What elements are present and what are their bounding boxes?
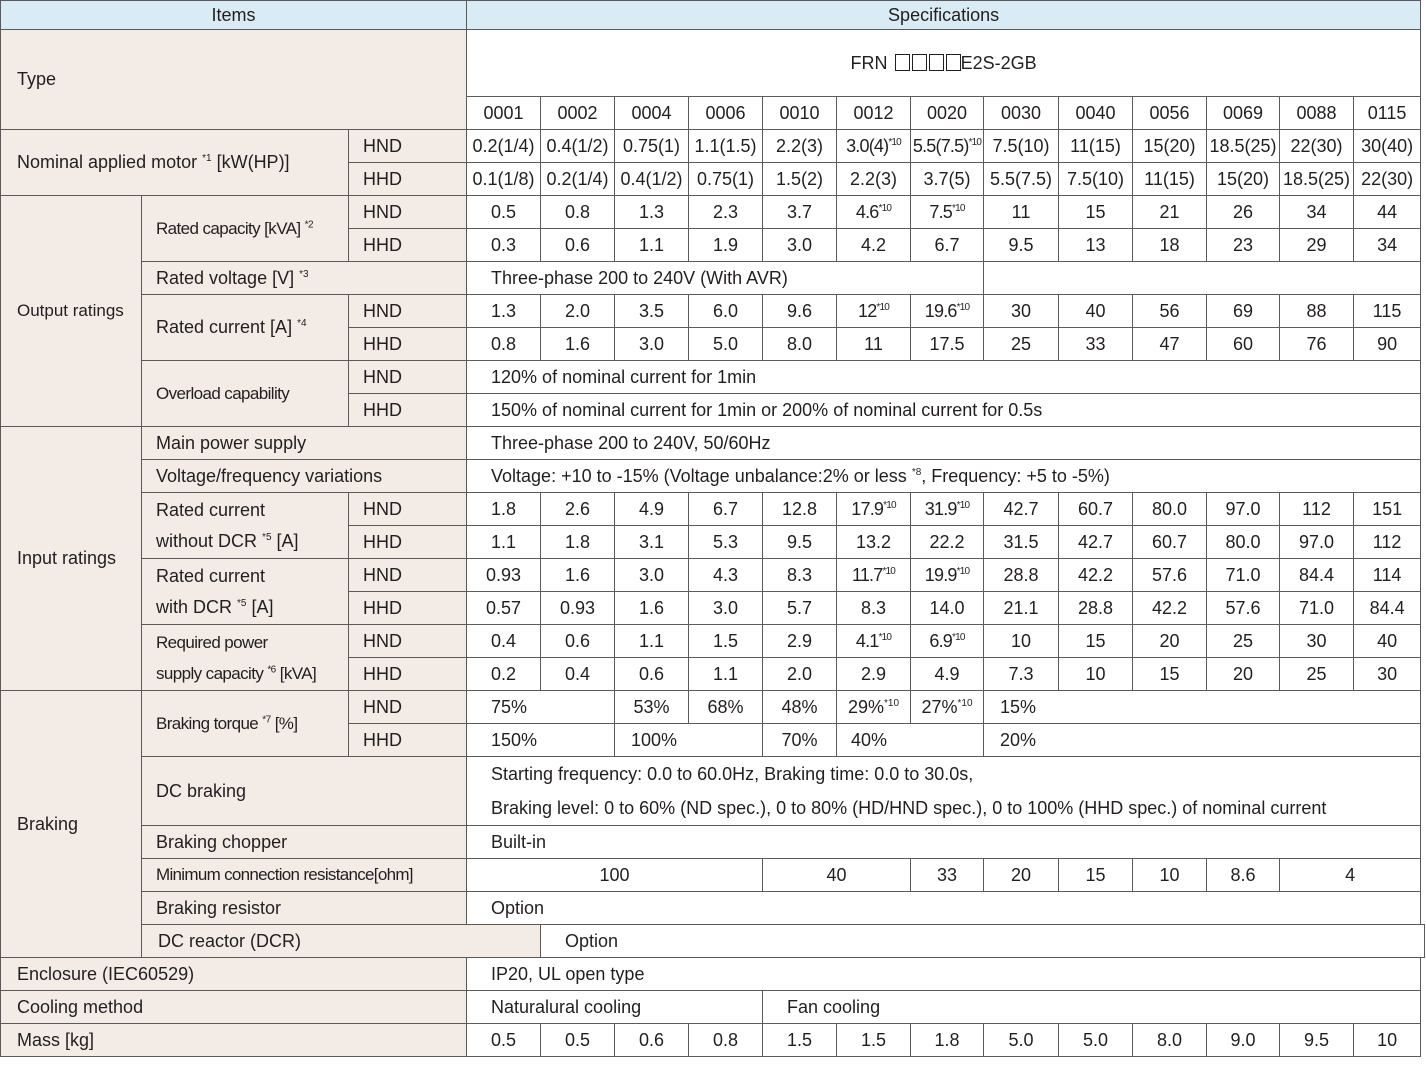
items-header: Items	[1, 1, 467, 30]
current-without-dcr-hnd-row	[1, 493, 1425, 526]
nominal-motor-hnd-value: 18.5(25)	[1207, 130, 1280, 163]
rated-capacity-hhd-value: 1.1	[615, 229, 689, 262]
specifications-header: Specifications	[467, 1, 1421, 30]
hhd-label: HHD	[349, 163, 467, 196]
current-with-dcr-hnd-value: 11.7$^{*10}$	[837, 559, 911, 592]
nominal-motor-hhd-value: 2.2(3)	[837, 163, 911, 196]
current-with-dcr-hhd-value: 14.0	[911, 592, 984, 625]
header-row	[1, 1, 1425, 30]
current-with-dcr-hnd-value: 0.93	[467, 559, 541, 592]
power-capacity-hhd-value: 0.6	[615, 658, 689, 691]
hnd-label: HND	[349, 493, 467, 526]
min-resistance-value: 33	[911, 859, 984, 892]
type-code: 0056	[1133, 97, 1207, 130]
braking-resistor-row	[1, 892, 1425, 925]
current-without-dcr-hhd-value: 22.2	[911, 526, 984, 559]
rated-current-hhd-value: 60	[1207, 328, 1280, 361]
current-without-dcr-hhd-value: 9.5	[763, 526, 837, 559]
nominal-motor-hnd-value: 0.4(1/2)	[541, 130, 615, 163]
rated-capacity-label: Rated capacity [kVA] $^{*2}$	[142, 196, 349, 262]
torque-hhd-value: 150%	[467, 724, 615, 757]
rated-voltage-blank	[984, 262, 1421, 295]
rated-current-hnd-value: 19.6$^{*10}$	[911, 295, 984, 328]
rated-capacity-hnd-row	[1, 196, 1425, 229]
hnd-label: HND	[349, 625, 467, 658]
power-capacity-hnd-row	[1, 625, 1425, 658]
rated-current-hnd-value: 69	[1207, 295, 1280, 328]
current-with-dcr-hnd-value: 71.0	[1207, 559, 1280, 592]
power-capacity-hhd-value: 0.2	[467, 658, 541, 691]
model-suffix: E2S-2GB	[960, 52, 1037, 73]
min-resistance-label: Minimum connection resistance[ohm]	[142, 859, 467, 892]
rated-capacity-hhd-value: 29	[1280, 229, 1354, 262]
dc-braking-value: Starting frequency: 0.0 to 60.0Hz, Braking time: 0.0 to 30.0s, Braking level: 0 to 60% (ND spec.), 0 to 80% (HD/HND spec.), 0 to 100% (HHD spec.) of nominal current	[467, 757, 1421, 826]
power-capacity-hnd-value: 25	[1207, 625, 1280, 658]
nominal-motor-hnd-value: 0.2(1/4)	[467, 130, 541, 163]
torque-hhd-value: 100%	[615, 724, 763, 757]
rated-current-hnd-value: 30	[984, 295, 1059, 328]
model-placeholder-box	[946, 54, 961, 71]
nominal-motor-hhd-value: 5.5(7.5)	[984, 163, 1059, 196]
rated-current-hnd-value: 88	[1280, 295, 1354, 328]
current-with-dcr-hnd-value: 1.6	[541, 559, 615, 592]
mass-value: 5.0	[1059, 1024, 1133, 1057]
power-capacity-hnd-value: 4.1$^{*10}$	[837, 625, 911, 658]
rated-current-hhd-value: 11	[837, 328, 911, 361]
braking-resistor-value: Option	[467, 892, 1421, 925]
rated-current-hhd-value: 33	[1059, 328, 1133, 361]
nominal-motor-label: Nominal applied motor $^{*1}$ [kW(HP)]	[1, 130, 349, 196]
main-power-label: Main power supply	[142, 427, 467, 460]
mass-value: 1.5	[837, 1024, 911, 1057]
power-capacity-hnd-value: 10	[984, 625, 1059, 658]
model-placeholder-box	[912, 54, 927, 71]
current-with-dcr-hnd-value: 84.4	[1280, 559, 1354, 592]
nominal-motor-hnd-value: $5.5(7.5)^{*10}$	[911, 130, 984, 163]
rated-capacity-hnd-value: 4.6$^{*10}$	[837, 196, 911, 229]
min-resistance-value: 15	[1059, 859, 1133, 892]
main-power-value: Three-phase 200 to 240V, 50/60Hz	[467, 427, 1421, 460]
power-capacity-hhd-value: 2.0	[763, 658, 837, 691]
variations-row	[1, 460, 1425, 493]
current-without-dcr-hhd-value: 60.7	[1133, 526, 1207, 559]
hnd-label: HND	[349, 559, 467, 592]
rated-capacity-hnd-value: 15	[1059, 196, 1133, 229]
current-without-dcr-hhd-value: 42.7	[1059, 526, 1133, 559]
type-row	[1, 30, 1425, 97]
power-capacity-hhd-value: 2.9	[837, 658, 911, 691]
hnd-label: HND	[349, 361, 467, 394]
hhd-label: HHD	[349, 592, 467, 625]
cooling-row	[1, 991, 1425, 1024]
braking-chopper-row	[1, 826, 1425, 859]
nominal-motor-hnd-row	[1, 130, 1425, 163]
rated-current-hnd-value: 9.6	[763, 295, 837, 328]
rated-capacity-hhd-value: 3.0	[763, 229, 837, 262]
rated-capacity-hnd-value: 34	[1280, 196, 1354, 229]
rated-capacity-hhd-value: 9.5	[984, 229, 1059, 262]
dc-braking-label: DC braking	[142, 757, 467, 826]
torque-hnd-value: 75%	[467, 691, 615, 724]
power-capacity-hhd-value: 15	[1133, 658, 1207, 691]
rated-capacity-hhd-value: 18	[1133, 229, 1207, 262]
hnd-label: HND	[349, 130, 467, 163]
nominal-motor-hnd-value: 7.5(10)	[984, 130, 1059, 163]
cooling-fan-value: Fan cooling	[763, 991, 1421, 1024]
rated-capacity-hhd-value: 34	[1354, 229, 1421, 262]
rated-capacity-hnd-value: 2.3	[689, 196, 763, 229]
power-capacity-hhd-value: 20	[1207, 658, 1280, 691]
cooling-label: Cooling method	[1, 991, 467, 1024]
current-without-dcr-hnd-value: 4.9	[615, 493, 689, 526]
nominal-motor-hhd-value: 11(15)	[1133, 163, 1207, 196]
rated-capacity-hnd-value: 11	[984, 196, 1059, 229]
braking-chopper-value: Built-in	[467, 826, 1421, 859]
current-with-dcr-hhd-value: 0.57	[467, 592, 541, 625]
dc-reactor-value: Option	[541, 925, 1425, 958]
rated-current-hhd-value: 90	[1354, 328, 1421, 361]
current-with-dcr-hhd-value: 1.6	[615, 592, 689, 625]
rated-current-label: Rated current [A] $^{*4}$	[142, 295, 349, 361]
type-code: 0069	[1207, 97, 1280, 130]
type-code: 0001	[467, 97, 541, 130]
mass-value: 0.5	[467, 1024, 541, 1057]
rated-capacity-hnd-value: 7.5$^{*10}$	[911, 196, 984, 229]
hnd-label: HND	[349, 196, 467, 229]
hnd-label: HND	[349, 295, 467, 328]
current-with-dcr-hnd-value: 28.8	[984, 559, 1059, 592]
current-with-dcr-hnd-value: 19.9$^{*10}$	[911, 559, 984, 592]
nominal-motor-hnd-value: 11(15)	[1059, 130, 1133, 163]
rated-capacity-hhd-value: 13	[1059, 229, 1133, 262]
braking-torque-label: Braking torque $^{*7}$ [%]	[142, 691, 349, 757]
enclosure-row	[1, 958, 1425, 991]
nominal-motor-hnd-value: 15(20)	[1133, 130, 1207, 163]
min-resistance-value: 100	[467, 859, 763, 892]
braking-torque-hnd-row	[1, 691, 1425, 724]
type-label: Type	[1, 30, 467, 130]
overload-hnd-value: 120% of nominal current for 1min	[467, 361, 1421, 394]
type-code: 0002	[541, 97, 615, 130]
hnd-label: HND	[349, 691, 467, 724]
rated-current-hnd-value: 40	[1059, 295, 1133, 328]
torque-hnd-value: 27%$^{*10}$	[911, 691, 984, 724]
current-without-dcr-hnd-value: 60.7	[1059, 493, 1133, 526]
power-capacity-hhd-value: 0.4	[541, 658, 615, 691]
mass-value: 5.0	[984, 1024, 1059, 1057]
current-without-dcr-hhd-value: 80.0	[1207, 526, 1280, 559]
rated-current-hhd-value: 5.0	[689, 328, 763, 361]
model-prefix: FRN	[850, 52, 888, 73]
current-without-dcr-hnd-value: 97.0	[1207, 493, 1280, 526]
rated-current-hhd-value: 1.6	[541, 328, 615, 361]
braking-resistor-label: Braking resistor	[142, 892, 467, 925]
power-capacity-hnd-value: 15	[1059, 625, 1133, 658]
nominal-motor-hhd-value: 7.5(10)	[1059, 163, 1133, 196]
current-with-dcr-label: Rated current with DCR $^{*5}$ [A]	[142, 559, 349, 625]
dc-braking-row	[1, 757, 1425, 826]
mass-value: 0.8	[689, 1024, 763, 1057]
nominal-motor-hnd-value: 22(30)	[1280, 130, 1354, 163]
current-with-dcr-hhd-value: 21.1	[984, 592, 1059, 625]
power-capacity-hhd-value: 30	[1354, 658, 1421, 691]
power-capacity-hnd-value: 0.6	[541, 625, 615, 658]
rated-current-hnd-value: 12$^{*10}$	[837, 295, 911, 328]
current-with-dcr-hhd-value: 57.6	[1207, 592, 1280, 625]
model-placeholder-box	[895, 54, 910, 71]
current-with-dcr-hnd-value: 4.3	[689, 559, 763, 592]
power-capacity-label: Required power supply capacity $^{*6}$ [kVA]	[142, 625, 349, 691]
type-code: 0030	[984, 97, 1059, 130]
current-with-dcr-hhd-value: 71.0	[1280, 592, 1354, 625]
rated-current-hnd-value: 56	[1133, 295, 1207, 328]
current-without-dcr-hnd-value: 1.8	[467, 493, 541, 526]
type-code: 0088	[1280, 97, 1354, 130]
current-without-dcr-hnd-value: 151	[1354, 493, 1421, 526]
type-code: 0010	[763, 97, 837, 130]
current-with-dcr-hhd-value: 84.4	[1354, 592, 1421, 625]
input-ratings-label: Input ratings	[1, 427, 142, 691]
torque-hnd-value: 15%	[984, 691, 1421, 724]
mass-value: 1.5	[763, 1024, 837, 1057]
current-without-dcr-hnd-value: 80.0	[1133, 493, 1207, 526]
current-with-dcr-hnd-value: 3.0	[615, 559, 689, 592]
current-with-dcr-hhd-value: 28.8	[1059, 592, 1133, 625]
rated-current-hnd-value: 2.0	[541, 295, 615, 328]
min-resistance-value: 8.6	[1207, 859, 1280, 892]
power-capacity-hnd-value: 40	[1354, 625, 1421, 658]
power-capacity-hnd-value: 0.4	[467, 625, 541, 658]
nominal-motor-hnd-value: 2.2(3)	[763, 130, 837, 163]
rated-current-hhd-value: 3.0	[615, 328, 689, 361]
min-resistance-value: 4	[1280, 859, 1421, 892]
overload-hhd-value: 150% of nominal current for 1min or 200% of nominal current for 0.5s	[467, 394, 1421, 427]
mass-value: 0.6	[615, 1024, 689, 1057]
current-without-dcr-hnd-value: 31.9$^{*10}$	[911, 493, 984, 526]
nominal-motor-hnd-value: 30(40)	[1354, 130, 1421, 163]
torque-hnd-value: 48%	[763, 691, 837, 724]
rated-capacity-hhd-value: 6.7	[911, 229, 984, 262]
overload-hnd-row	[1, 361, 1425, 394]
dc-reactor-row	[1, 925, 1425, 958]
current-with-dcr-hnd-value: 57.6	[1133, 559, 1207, 592]
torque-hnd-value: 53%	[615, 691, 689, 724]
power-capacity-hnd-value: 1.5	[689, 625, 763, 658]
nominal-motor-hnd-value: 0.75(1)	[615, 130, 689, 163]
hhd-label: HHD	[349, 229, 467, 262]
mass-value: 0.5	[541, 1024, 615, 1057]
nominal-motor-hhd-value: 22(30)	[1354, 163, 1421, 196]
current-with-dcr-hnd-value: 114	[1354, 559, 1421, 592]
current-without-dcr-hhd-value: 5.3	[689, 526, 763, 559]
power-capacity-hnd-value: 6.9$^{*10}$	[911, 625, 984, 658]
rated-current-hnd-value: 1.3	[467, 295, 541, 328]
mass-value: 10	[1354, 1024, 1421, 1057]
hhd-label: HHD	[349, 658, 467, 691]
power-capacity-hnd-value: 30	[1280, 625, 1354, 658]
min-resistance-value: 20	[984, 859, 1059, 892]
current-without-dcr-hhd-value: 1.8	[541, 526, 615, 559]
overload-label: Overload capability	[142, 361, 349, 427]
min-resistance-value: 10	[1133, 859, 1207, 892]
enclosure-label: Enclosure (IEC60529)	[1, 958, 467, 991]
type-code: 0012	[837, 97, 911, 130]
rated-capacity-hnd-value: 0.8	[541, 196, 615, 229]
rated-current-hnd-value: 3.5	[615, 295, 689, 328]
current-with-dcr-hnd-value: 8.3	[763, 559, 837, 592]
nominal-motor-hhd-value: 0.2(1/4)	[541, 163, 615, 196]
cooling-natural-value: Naturalural cooling	[467, 991, 763, 1024]
current-with-dcr-hhd-value: 8.3	[837, 592, 911, 625]
current-without-dcr-hhd-value: 1.1	[467, 526, 541, 559]
power-capacity-hhd-value: 25	[1280, 658, 1354, 691]
nominal-motor-hhd-value: 0.75(1)	[689, 163, 763, 196]
mass-value: 1.8	[911, 1024, 984, 1057]
dc-reactor-label: DC reactor (DCR)	[142, 925, 541, 958]
rated-current-hhd-value: 25	[984, 328, 1059, 361]
rated-current-hhd-value: 17.5	[911, 328, 984, 361]
current-without-dcr-label: Rated current without DCR $^{*5}$ [A]	[142, 493, 349, 559]
variations-value: Voltage: +10 to -15% (Voltage unbalance:2% or less $^{*8}$, Frequency: +5 to -5%)	[467, 460, 1421, 493]
rated-current-hhd-value: 0.8	[467, 328, 541, 361]
nominal-motor-hnd-value: 1.1(1.5)	[689, 130, 763, 163]
current-with-dcr-hnd-value: 42.2	[1059, 559, 1133, 592]
variations-label: Voltage/frequency variations	[142, 460, 467, 493]
output-ratings-label: Output ratings	[1, 196, 142, 427]
type-code: 0040	[1059, 97, 1133, 130]
hhd-label: HHD	[349, 328, 467, 361]
rated-capacity-hhd-value: 4.2	[837, 229, 911, 262]
braking-label: Braking	[1, 691, 142, 958]
mass-row	[1, 1024, 1425, 1057]
current-with-dcr-hnd-row	[1, 559, 1425, 592]
power-capacity-hhd-value: 4.9	[911, 658, 984, 691]
current-without-dcr-hhd-value: 112	[1354, 526, 1421, 559]
hhd-label: HHD	[349, 394, 467, 427]
rated-current-hnd-row	[1, 295, 1425, 328]
rated-voltage-label: Rated voltage [V] $^{*3}$	[142, 262, 467, 295]
rated-voltage-value: Three-phase 200 to 240V (With AVR)	[467, 262, 984, 295]
mass-label: Mass [kg]	[1, 1024, 467, 1057]
rated-current-hhd-value: 8.0	[763, 328, 837, 361]
mass-value: 8.0	[1133, 1024, 1207, 1057]
model-placeholder-box	[929, 54, 944, 71]
rated-current-hhd-value: 47	[1133, 328, 1207, 361]
torque-hhd-value: 40%	[837, 724, 984, 757]
current-without-dcr-hhd-value: 13.2	[837, 526, 911, 559]
hhd-label: HHD	[349, 526, 467, 559]
hhd-label: HHD	[349, 724, 467, 757]
power-capacity-hhd-value: 7.3	[984, 658, 1059, 691]
power-capacity-hhd-value: 10	[1059, 658, 1133, 691]
torque-hhd-value: 70%	[763, 724, 837, 757]
rated-current-hnd-value: 115	[1354, 295, 1421, 328]
current-without-dcr-hnd-value: 17.9$^{*10}$	[837, 493, 911, 526]
torque-hhd-value: 20%	[984, 724, 1421, 757]
current-without-dcr-hhd-value: 31.5	[984, 526, 1059, 559]
nominal-motor-hhd-value: 0.4(1/2)	[615, 163, 689, 196]
rated-voltage-row	[1, 262, 1425, 295]
type-code: 0020	[911, 97, 984, 130]
enclosure-value: IP20, UL open type	[467, 958, 1421, 991]
current-without-dcr-hhd-value: 97.0	[1280, 526, 1354, 559]
torque-hnd-value: 68%	[689, 691, 763, 724]
current-without-dcr-hnd-value: 6.7	[689, 493, 763, 526]
torque-hnd-value: 29%$^{*10}$	[837, 691, 911, 724]
rated-capacity-hhd-value: 0.3	[467, 229, 541, 262]
power-capacity-hnd-value: 1.1	[615, 625, 689, 658]
min-resistance-value: 40	[763, 859, 911, 892]
type-code: 0006	[689, 97, 763, 130]
type-code: 0115	[1354, 97, 1421, 130]
rated-capacity-hnd-value: 21	[1133, 196, 1207, 229]
power-capacity-hhd-value: 1.1	[689, 658, 763, 691]
current-without-dcr-hnd-value: 12.8	[763, 493, 837, 526]
power-capacity-hnd-value: 20	[1133, 625, 1207, 658]
rated-capacity-hhd-value: 1.9	[689, 229, 763, 262]
current-without-dcr-hhd-value: 3.1	[615, 526, 689, 559]
mass-value: 9.5	[1280, 1024, 1354, 1057]
power-capacity-hnd-value: 2.9	[763, 625, 837, 658]
current-with-dcr-hhd-value: 42.2	[1133, 592, 1207, 625]
rated-capacity-hhd-value: 0.6	[541, 229, 615, 262]
nominal-motor-hhd-value: 3.7(5)	[911, 163, 984, 196]
rated-capacity-hnd-value: 0.5	[467, 196, 541, 229]
current-with-dcr-hhd-value: 0.93	[541, 592, 615, 625]
model-name	[467, 30, 1421, 97]
rated-capacity-hnd-value: 1.3	[615, 196, 689, 229]
current-with-dcr-hhd-value: 5.7	[763, 592, 837, 625]
rated-current-hnd-value: 6.0	[689, 295, 763, 328]
rated-capacity-hhd-value: 23	[1207, 229, 1280, 262]
main-power-row	[1, 427, 1425, 460]
rated-capacity-hnd-value: 3.7	[763, 196, 837, 229]
nominal-motor-hhd-value: 1.5(2)	[763, 163, 837, 196]
rated-current-hhd-value: 76	[1280, 328, 1354, 361]
current-without-dcr-hnd-value: 112	[1280, 493, 1354, 526]
current-without-dcr-hnd-value: 2.6	[541, 493, 615, 526]
type-code: 0004	[615, 97, 689, 130]
nominal-motor-hhd-value: 15(20)	[1207, 163, 1280, 196]
current-without-dcr-hnd-value: 42.7	[984, 493, 1059, 526]
nominal-motor-hhd-value: 0.1(1/8)	[467, 163, 541, 196]
current-with-dcr-hhd-value: 3.0	[689, 592, 763, 625]
rated-capacity-hnd-value: 26	[1207, 196, 1280, 229]
nominal-motor-hnd-value: $3.0(4)^{*10}$	[837, 130, 911, 163]
rated-capacity-hnd-value: 44	[1354, 196, 1421, 229]
nominal-motor-hhd-value: 18.5(25)	[1280, 163, 1354, 196]
min-resistance-row	[1, 859, 1425, 892]
mass-value: 9.0	[1207, 1024, 1280, 1057]
braking-chopper-label: Braking chopper	[142, 826, 467, 859]
